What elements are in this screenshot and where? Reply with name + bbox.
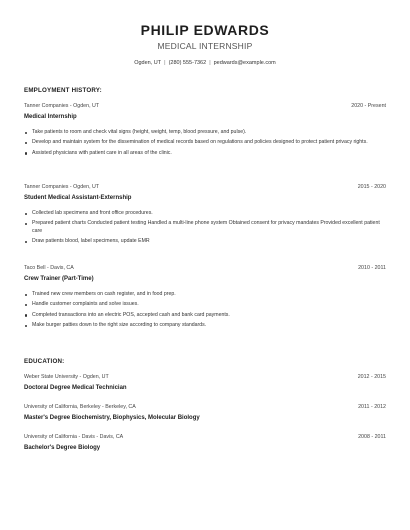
education-meta (24, 374, 386, 380)
education-section-title: EDUCATION: (24, 358, 65, 365)
education-dates: 2011 - 2012 (358, 404, 386, 410)
job-role: Medical Internship (24, 114, 77, 120)
contact-separator: | (164, 60, 166, 66)
job-company: Tanner Companies - Ogden, UT (24, 103, 100, 109)
contact-separator: | (209, 60, 211, 66)
job-dates: 2015 - 2020 (357, 184, 386, 190)
list-item: Draw patients blood, label specimens, update EMR (24, 238, 386, 245)
job-bullets (24, 129, 386, 160)
job-bullets (24, 210, 386, 248)
candidate-name: PHILIP EDWARDS (140, 22, 270, 38)
list-item: Make burger patties down to the right size according to company standards. (24, 322, 386, 329)
list-item: Completed transactions into an electric POS, accepted cash and bank card payments. (24, 312, 386, 319)
job-meta (24, 265, 386, 271)
job-bullets (24, 291, 386, 333)
education-school: University of California - Davis - Davis, CA (24, 434, 124, 440)
job-meta (24, 103, 386, 109)
job-meta (24, 184, 386, 190)
list-item: Collected lab specimens and front office procedures. (24, 210, 386, 217)
education-meta (24, 434, 386, 440)
list-item: Take patients to room and check vital signs (height, weight, temp, blood pressure, and pulse). (24, 129, 386, 136)
contact-email: pedwards@example.com (213, 60, 276, 66)
list-item: Trained new crew members on cash register, and in food prep. (24, 291, 386, 298)
education-degree: Bachelor's Degree Biology (24, 445, 101, 451)
contact-phone: (280) 555-7362 (168, 60, 207, 66)
job-role: Student Medical Assistant-Externship (24, 195, 132, 201)
job-role: Crew Trainer (Part-Time) (24, 276, 94, 282)
education-degree: Doctoral Degree Medical Technician (24, 385, 127, 391)
contact-location: Ogden, UT (134, 60, 162, 66)
employment-section-title: EMPLOYMENT HISTORY: (24, 87, 102, 94)
list-item: Prepared patient charts Conducted patient testing Handled a multi-line phone system Obtained consent for privacy mandates Provided excellent patient care (24, 220, 386, 234)
education-degree: Master's Degree Biochemistry, Biophysics, Molecular Biology (24, 415, 200, 421)
contact-line (0, 60, 410, 66)
job-company: Tanner Companies - Ogden, UT (24, 184, 100, 190)
job-dates: 2020 - Present (351, 103, 386, 109)
job-company: Taco Bell - Davis, CA (24, 265, 74, 271)
list-item: Assisted physicians with patient care in all areas of the clinic. (24, 150, 386, 157)
list-item: Develop and maintain system for the dissemination of medical records based on regulations and policies designed to protect patient privacy rights. (24, 139, 386, 146)
job-dates: 2010 - 2011 (358, 265, 386, 271)
education-school: University of California, Berkeley - Berkeley, CA (24, 404, 136, 410)
education-dates: 2012 - 2015 (357, 374, 386, 380)
list-item: Handle customer complaints and solve issues. (24, 301, 386, 308)
job-target-title: MEDICAL INTERNSHIP (157, 41, 253, 51)
education-dates: 2008 - 2011 (358, 434, 386, 440)
education-meta (24, 404, 386, 410)
education-school: Weber State University - Ogden, UT (24, 374, 109, 380)
